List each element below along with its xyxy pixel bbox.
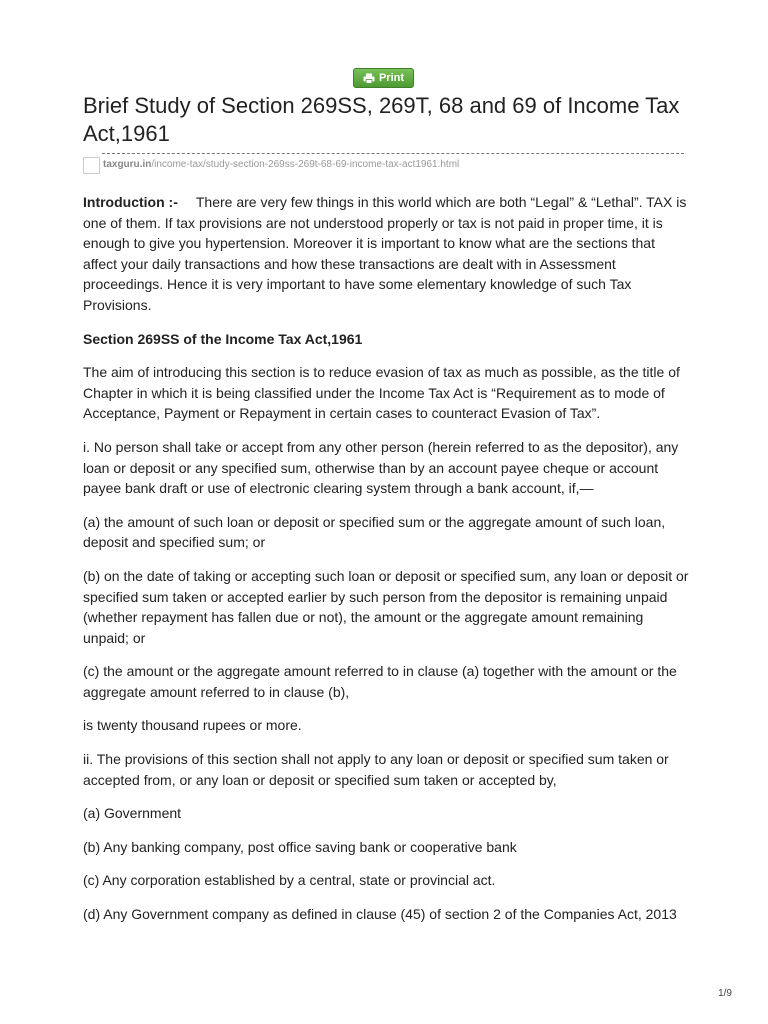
intro-text: There are very few things in this world which are both “Legal” & “Lethal”. TAX is one of them. If tax provisions are not understood properly or tax is not paid in proper time, it is enough to give you hypertension. Moreover it is important to know what are the sections that affect your daily transactions and how these transactions are dealt with in Assessment proceedings. Hence it is very important to have some elementary knowledge of such Tax Provisions. bbox=[83, 194, 687, 313]
paragraph: The aim of introducing this section is to reduce evasion of tax as much as possible, as the title of Chapter in which it is being classified under the Income Tax Act is “Requirement as to mode of Acceptance, Payment or Repayment in certain cases to counteract Evasion of Tax”. bbox=[83, 364, 680, 422]
article-body bbox=[83, 192, 689, 938]
page-title: Brief Study of Section 269SS, 269T, 68 and 69 of Income Tax Act,1961 bbox=[83, 93, 680, 146]
printer-icon bbox=[363, 73, 375, 84]
intro-paragraph bbox=[83, 192, 689, 316]
paragraph: (d) Any Government company as defined in clause (45) of section 2 of the Companies Act, 2013 bbox=[83, 906, 677, 923]
paragraph: is twenty thousand rupees or more. bbox=[83, 717, 302, 734]
paragraph: (b) Any banking company, post office saving bank or cooperative bank bbox=[83, 838, 517, 855]
source-domain: taxguru.in bbox=[103, 159, 152, 170]
paragraph: i. No person shall take or accept from any other person (herein referred to as the depositor), any loan or deposit or any specified sum, otherwise than by an account payee cheque or account payee bank draft or use of electronic clearing system through a bank account, if,— bbox=[83, 438, 679, 497]
title-divider bbox=[102, 153, 684, 154]
intro-label: Introduction :- bbox=[83, 194, 178, 210]
paragraph: (a) Government bbox=[83, 805, 182, 822]
print-label: Print bbox=[378, 72, 405, 84]
source-path: /income-tax/study-section-269ss-269t-68-69-income-tax-act1961.html bbox=[151, 159, 460, 170]
print-button[interactable] bbox=[353, 68, 414, 88]
source-link[interactable] bbox=[103, 159, 459, 170]
page-number: 1/9 bbox=[718, 988, 732, 999]
paragraph: ii. The provisions of this section shall not apply to any loan or deposit or specified sum taken or accepted from, or any loan or deposit or specified sum taken or accepted by, bbox=[83, 751, 669, 788]
site-favicon-icon bbox=[83, 157, 100, 174]
paragraph: (b) on the date of taking or accepting such loan or deposit or specified sum, any loan or deposit or specified sum taken or accepted earlier by such person from the depositor is remaining unpaid (whether repayment has fallen due or not), the amount or the aggregate amount remaining unpaid; or bbox=[83, 567, 689, 646]
paragraph: (c) the amount or the aggregate amount referred to in clause (a) together with the amount or the aggregate amount referred to in clause (b), bbox=[83, 663, 677, 700]
paragraph: (a) the amount of such loan or deposit or specified sum or the aggregate amount of such loan, deposit and specified sum; or bbox=[83, 513, 666, 551]
paragraph: (c) Any corporation established by a central, state or provincial act. bbox=[83, 872, 496, 889]
section-heading: Section 269SS of the Income Tax Act,1961 bbox=[83, 330, 363, 347]
